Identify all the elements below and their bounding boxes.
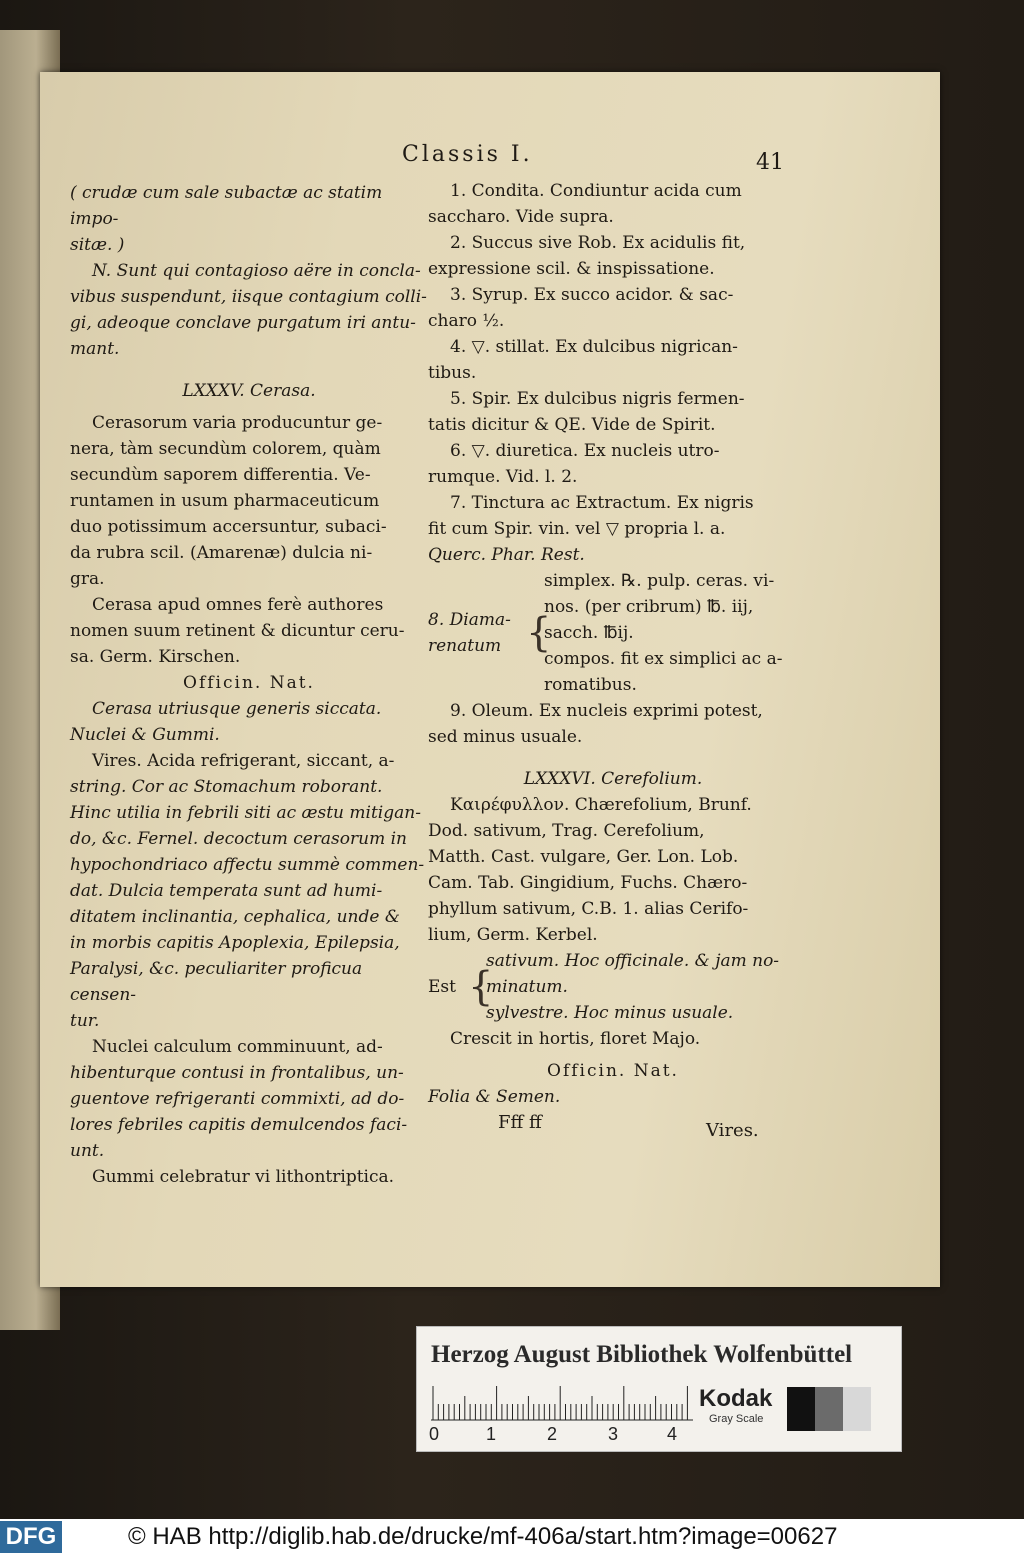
est-sylvestre: sylvestre. Hoc minus usuale. bbox=[486, 1003, 734, 1023]
para-line: runtamen in usum pharmaceuticum bbox=[70, 491, 380, 511]
nuclei-line: unt. bbox=[70, 1141, 105, 1161]
nuclei-line: Nuclei calculum comminuunt, ad- bbox=[92, 1037, 383, 1057]
ruler-scale bbox=[431, 1385, 693, 1421]
vires-line: Hinc utilia in febrili siti ac æstu mitigan- bbox=[70, 803, 421, 823]
kodak-logo: Kodak bbox=[699, 1385, 773, 1412]
ruler-number: 3 bbox=[608, 1424, 619, 1444]
prep-line: tatis dicitur & QE. Vide de Spirit. bbox=[428, 415, 716, 435]
para-line: gra. bbox=[70, 569, 105, 589]
prep-line: fit cum Spir. vin. vel ▽ propria l. a. bbox=[428, 519, 726, 539]
ruler-number: 1 bbox=[486, 1424, 497, 1444]
prep-line: 5. Spir. Ex dulcibus nigris fermen- bbox=[450, 389, 745, 409]
vires-line: string. Cor ac Stomachum roborant. bbox=[70, 777, 383, 797]
nuclei-line: hibenturque contusi in frontalibus, un- bbox=[70, 1063, 404, 1083]
cere-line: phyllum sativum, C.B. 1. alias Cerifo- bbox=[428, 899, 749, 919]
color-reference-card bbox=[416, 1326, 902, 1452]
prep-line: rumque. Vid. l. 2. bbox=[428, 467, 578, 487]
para-line: nomen suum retinent & dicuntur ceru- bbox=[70, 621, 405, 641]
cere-line: Matth. Cast. vulgare, Ger. Lon. Lob. bbox=[428, 847, 739, 867]
footer-bar bbox=[0, 1519, 1024, 1555]
intro-line: ( crudæ cum sale subactæ ac statim impo- bbox=[70, 183, 383, 229]
prep-line: 1. Condita. Condiuntur acida cum bbox=[450, 181, 742, 201]
vires-line: dat. Dulcia temperata sunt ad humi- bbox=[70, 881, 383, 901]
crescit-line: Crescit in hortis, floret Majo. bbox=[450, 1029, 701, 1049]
para-line: Cerasa apud omnes ferè authores bbox=[92, 595, 384, 615]
brace: { bbox=[468, 964, 494, 1010]
officin-item: Folia & Semen. bbox=[428, 1087, 561, 1107]
nuclei-line: lores febriles capitis demulcendos faci- bbox=[70, 1115, 408, 1135]
note-line: gi, adeoque conclave purgatum iri antu- bbox=[70, 313, 416, 333]
prep-line: 3. Syrup. Ex succo acidor. & sac- bbox=[450, 285, 734, 305]
est-table bbox=[428, 948, 798, 1026]
book-page bbox=[40, 72, 940, 1287]
gray-patch-mid bbox=[815, 1387, 843, 1431]
para-line: nera, tàm secundùm colorem, quàm bbox=[70, 439, 381, 459]
right-column bbox=[428, 178, 798, 1110]
para-line: duo potissimum accersuntur, subaci- bbox=[70, 517, 387, 537]
officin-heading: Officin. Nat. bbox=[547, 1061, 679, 1081]
prep-line: saccharo. Vide supra. bbox=[428, 207, 614, 227]
vires-line: Paralysi, &c. peculiariter proficua censen- bbox=[70, 959, 363, 1005]
diamarenatum-table bbox=[428, 568, 798, 698]
cere-line: lium, Germ. Kerbel. bbox=[428, 925, 598, 945]
vires-line: tur. bbox=[70, 1011, 100, 1031]
gummi-line: Gummi celebratur vi lithontriptica. bbox=[92, 1167, 395, 1187]
intro-line: sitæ. ) bbox=[70, 235, 125, 255]
note-line: vibus suspendunt, iisque contagium colli- bbox=[70, 287, 427, 307]
section-heading: LXXXVI. Cerefolium. bbox=[523, 769, 703, 789]
prep-line: tibus. bbox=[428, 363, 477, 383]
dfg-logo: DFG bbox=[0, 1521, 62, 1553]
vires-line: hypochondriaco affectu summè commen- bbox=[70, 855, 425, 875]
prep-line: 4. ▽. stillat. Ex dulcibus nigrican- bbox=[450, 337, 738, 357]
vires-line: do, &c. Fernel. decoctum cerasorum in bbox=[70, 829, 408, 849]
prep-line: charo ½. bbox=[428, 311, 505, 331]
nuclei-line: guentove refrigeranti commixti, ad do- bbox=[70, 1089, 405, 1109]
para-line: da rubra scil. (Amarenæ) dulcia ni- bbox=[70, 543, 373, 563]
est-sativum: sativum. Hoc officinale. & jam no- minatum. bbox=[486, 951, 780, 997]
para-line: Cerasorum varia producuntur ge- bbox=[92, 413, 383, 433]
signature-mark: Fff ff bbox=[498, 1112, 542, 1133]
est-label: Est bbox=[428, 977, 456, 997]
prep-line: 7. Tinctura ac Extractum. Ex nigris bbox=[450, 493, 754, 513]
officin-item: Cerasa utriusque generis siccata. bbox=[92, 699, 382, 719]
para-line: sa. Germ. Kirschen. bbox=[70, 647, 241, 667]
diama-body bbox=[544, 568, 798, 698]
library-name: Herzog August Bibliothek Wolfenbüttel bbox=[431, 1341, 853, 1368]
vires-line: ditatem inclinantia, cephalica, unde & bbox=[70, 907, 400, 927]
vires-line: Vires. Acida refrigerant, siccant, a- bbox=[92, 751, 395, 771]
cere-line: Dod. sativum, Trag. Cerefolium, bbox=[428, 821, 705, 841]
gray-patch-light bbox=[843, 1387, 871, 1431]
page-number: 41 bbox=[756, 150, 784, 175]
est-body bbox=[486, 948, 798, 1026]
section-heading: LXXXV. Cerasa. bbox=[182, 381, 316, 401]
oleum-line: 9. Oleum. Ex nucleis exprimi potest, bbox=[450, 701, 763, 721]
prep-line: 2. Succus sive Rob. Ex acidulis fit, bbox=[450, 233, 746, 253]
credit-text: © HAB http://diglib.hab.de/drucke/mf-406a/start.htm?image=00627 bbox=[128, 1523, 838, 1550]
prep-line: expressione scil. & inspissatione. bbox=[428, 259, 715, 279]
brace: { bbox=[526, 610, 552, 656]
left-column bbox=[70, 180, 428, 1190]
ruler-number: 0 bbox=[429, 1424, 440, 1444]
oleum-line: sed minus usuale. bbox=[428, 727, 583, 747]
ruler-number: 2 bbox=[547, 1424, 558, 1444]
gray-patch-black bbox=[787, 1387, 815, 1431]
gray-scale-label: Gray Scale bbox=[709, 1413, 764, 1425]
para-line: secundùm saporem differentia. Ve- bbox=[70, 465, 371, 485]
cere-line: Cam. Tab. Gingidium, Fuchs. Chæro- bbox=[428, 873, 748, 893]
vires-line: in morbis capitis Apoplexia, Epilepsia, bbox=[70, 933, 400, 953]
prep-line: Querc. Phar. Rest. bbox=[428, 545, 585, 565]
prep-line: 6. ▽. diuretica. Ex nucleis utro- bbox=[450, 441, 720, 461]
note-line: mant. bbox=[70, 339, 120, 359]
running-title: Classis I. bbox=[402, 142, 533, 167]
officin-heading: Officin. Nat. bbox=[183, 673, 315, 693]
diama-label: 8. Diama- renatum bbox=[428, 610, 511, 656]
cere-line: Καιρέφυλλον. Chærefolium, Brunf. bbox=[450, 795, 752, 815]
ruler-number: 4 bbox=[667, 1424, 678, 1444]
note-line: N. Sunt qui contagioso aëre in concla- bbox=[92, 261, 421, 281]
diama-simplex: simplex. ℞. pulp. ceras. vi- nos. (per cribrum) ℔. iij, sacch. ℔ij. bbox=[544, 571, 775, 643]
catchword: Vires. bbox=[706, 1120, 759, 1141]
diama-compos: compos. fit ex simplici ac a- romatibus. bbox=[544, 649, 783, 695]
officin-item: Nuclei & Gummi. bbox=[70, 725, 220, 745]
